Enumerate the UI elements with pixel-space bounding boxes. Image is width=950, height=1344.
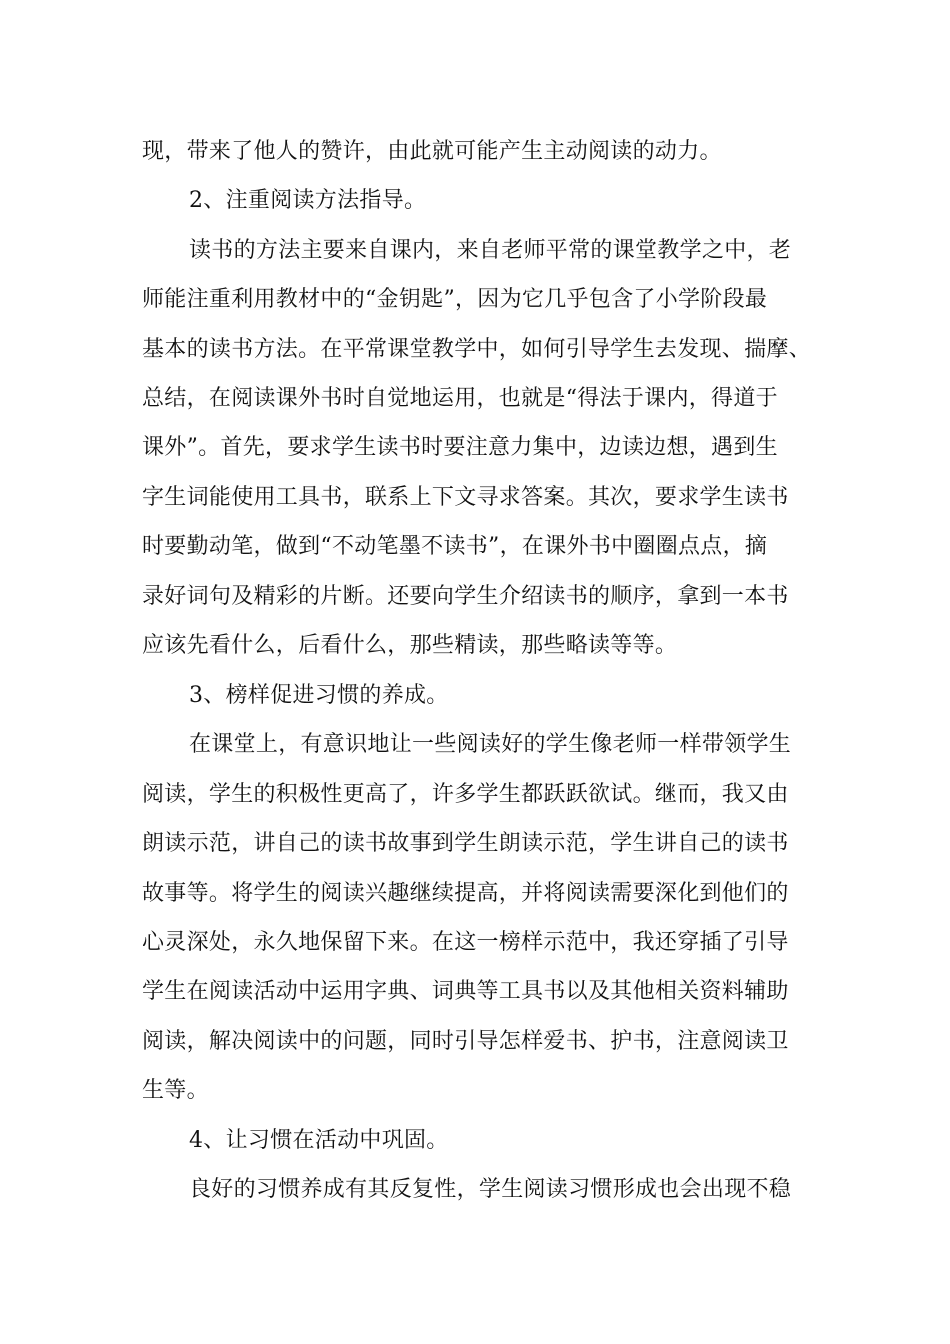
paragraph-line: 心灵深处，永久地保留下来。在这一榜样示范中，我还穿插了引导: [142, 930, 789, 955]
paragraph-line: 字生词能使用工具书，联系上下文寻求答案。其次，要求学生读书: [142, 485, 789, 510]
section-heading-3: 3、榜样促进习惯的养成。: [189, 683, 449, 708]
paragraph-line: 总结，在阅读课外书时自觉地运用，也就是“得法于课内，得道于: [142, 386, 778, 411]
paragraph-line: 时要勤动笔，做到“不动笔墨不读书”，在课外书中圈圈点点，摘: [142, 534, 768, 559]
paragraph-line: 应该先看什么，后看什么，那些精读，那些略读等等。: [142, 633, 678, 658]
paragraph-line: 师能注重利用教材中的“金钥匙”，因为它几乎包含了小学阶段最: [142, 287, 768, 312]
paragraph-line: 课外”。首先，要求学生读书时要注意力集中，边读边想，遇到生: [142, 435, 778, 460]
paragraph-line: 录好词句及精彩的片断。还要向学生介绍读书的顺序，拿到一本书: [142, 584, 789, 609]
paragraph-line: 生等。: [142, 1078, 209, 1103]
paragraph-line: 朗读示范，讲自己的读书故事到学生朗读示范，学生讲自己的读书: [142, 831, 789, 856]
paragraph-line: 故事等。将学生的阅读兴趣继续提高，并将阅读需要深化到他们的: [142, 881, 789, 906]
paragraph-line: 阅读，解决阅读中的问题，同时引导怎样爱书、护书，注意阅读卫: [142, 1029, 789, 1054]
section-heading-2: 2、注重阅读方法指导。: [189, 188, 427, 213]
paragraph-line: 基本的读书方法。在平常课堂教学中，如何引导学生去发现、揣摩、: [142, 337, 812, 362]
paragraph-line: 良好的习惯养成有其反复性，学生阅读习惯形成也会出现不稳: [189, 1177, 792, 1202]
paragraph-continuation-line: 现，带来了他人的赞许，由此就可能产生主动阅读的动力。: [142, 139, 722, 164]
paragraph-line: 读书的方法主要来自课内，来自老师平常的课堂教学之中，老: [189, 238, 792, 263]
paragraph-line: 阅读，学生的积极性更高了，许多学生都跃跃欲试。继而，我又由: [142, 782, 789, 807]
paragraph-line: 在课堂上，有意识地让一些阅读好的学生像老师一样带领学生: [189, 732, 792, 757]
paragraph-line: 学生在阅读活动中运用字典、词典等工具书以及其他相关资料辅助: [142, 979, 789, 1004]
section-heading-4: 4、让习惯在活动中巩固。: [189, 1128, 449, 1153]
